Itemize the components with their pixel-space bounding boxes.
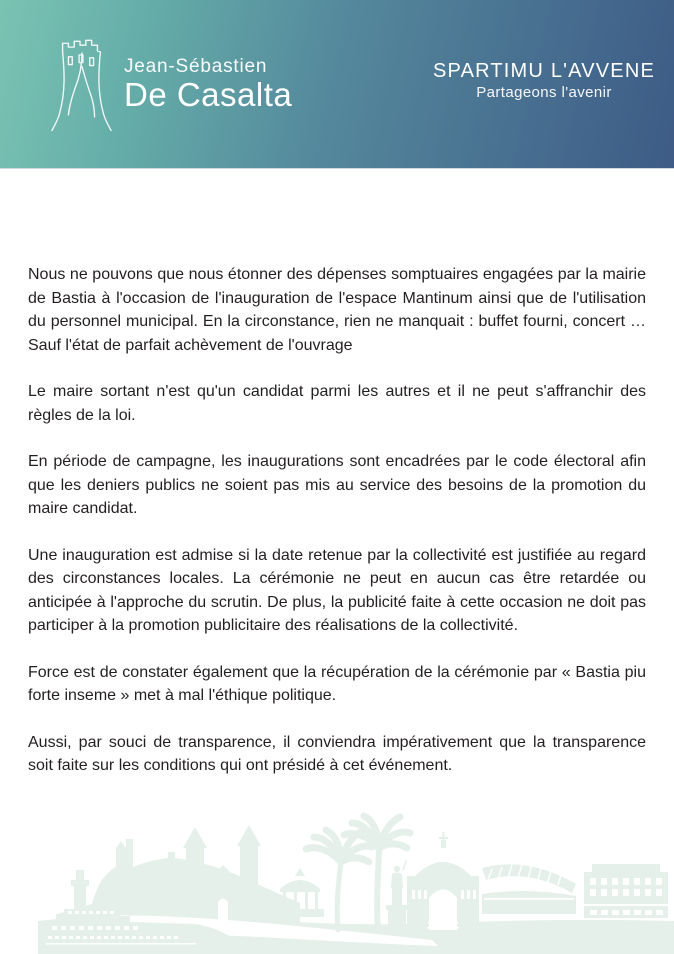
paragraph-4: Une inauguration est admise si la date retenue par la collectivité est justifiée au regard des circonstances locales. La cérémonie ne peut en aucun cas être retardée ou anticipée à l'approche du scrutin. De plus, la publicité faite à cette occasion ne doit pas participer à la promotion publicitaire des réalisations de la collectivité. — [28, 546, 646, 634]
paragraph-5: Force est de constater également que la récupération de la cérémonie par « Bastia piu forte inseme » met à mal l'éthique politique. — [28, 663, 646, 704]
candidate-first-name: Jean-Sébastien — [124, 56, 268, 77]
candidate-logo — [50, 30, 292, 134]
slogan-secondary: Partageons l'avenir — [476, 84, 612, 101]
genoese-tower-icon — [50, 30, 112, 134]
paragraph-2: Le maire sortant n'est qu'un candidat parmi les autres et il ne peut s'affranchir des règles de la loi. — [28, 383, 646, 424]
bastia-skyline-icon — [0, 790, 674, 954]
campaign-slogan — [430, 60, 658, 102]
header-banner — [0, 0, 674, 168]
paragraph-6: Aussi, par souci de transparence, il conviendra impérativement que la transparence soit faite sur les conditions qui ont présidé à cet événement. — [28, 733, 646, 774]
candidate-last-name: De Casalta — [124, 76, 293, 113]
paragraph-1: Nous ne pouvons que nous étonner des dépenses somptuaires engagées par la mairie de Bastia à l'occasion de l'inauguration de l'espace Mantinum ainsi que de l'utilisation du personnel municipal. En la circonstance, rien ne manquait : buffet fourni, concert … Sauf l'état de parfait achèvement de l'ouvrage — [28, 266, 646, 354]
candidate-name — [124, 56, 292, 112]
slogan-primary: SPARTIMU L'AVVENE — [432, 60, 656, 82]
communique-body — [28, 263, 646, 801]
paragraph-3: En période de campagne, les inaugurations sont encadrées par le code électoral afin que les deniers publics ne soient pas mis au service des besoins de la promotion du maire candidat. — [28, 453, 646, 517]
